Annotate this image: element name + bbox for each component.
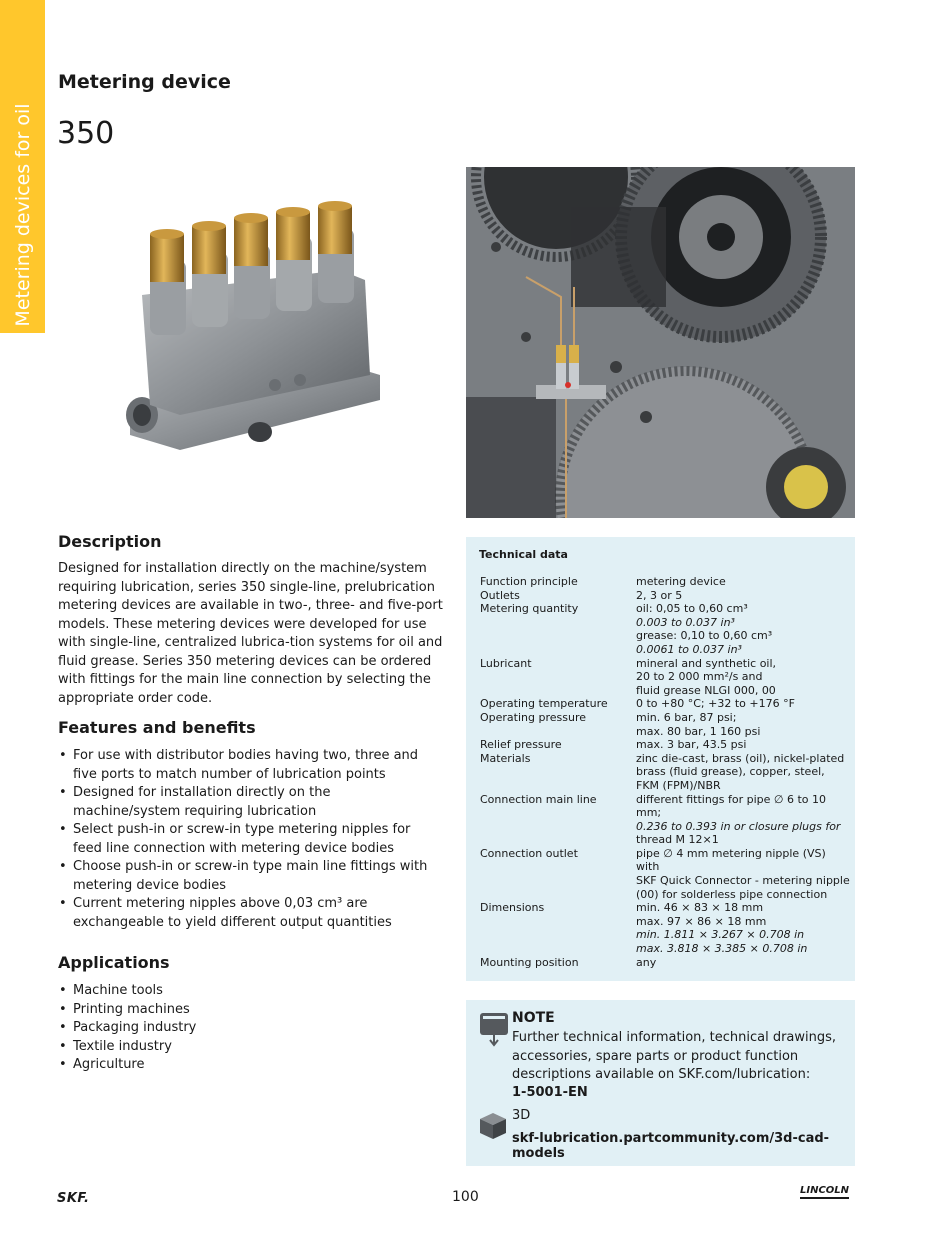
technical-data-value-line: max. 3.818 × 3.385 × 0.708 in xyxy=(636,942,808,956)
technical-data-value-line: different fittings for pipe ∅ 6 to 10 mm; xyxy=(636,792,827,820)
applications-heading: Applications xyxy=(58,953,170,972)
note-text: Further technical information, technical drawings, accessories, spare parts or product function descriptions available on SKF.com/lubrication: xyxy=(512,1030,837,1082)
list-item: • Select push-in or screw-in type metering nipples for feed line connection with metering device bodies xyxy=(58,821,428,858)
technical-data-value-line: zinc die-cast, brass (oil), nickel-plated xyxy=(636,751,845,765)
technical-data-value xyxy=(636,793,850,847)
technical-data-value xyxy=(636,711,850,738)
technical-data-value xyxy=(636,956,850,970)
technical-data-row xyxy=(480,752,850,793)
technical-data-row xyxy=(480,956,850,970)
technical-data-value-line: oil: 0,05 to 0,60 cm³ xyxy=(636,602,748,616)
technical-data-value-line: min. 6 bar, 87 psi; xyxy=(636,710,737,724)
cad-models-link[interactable]: skf-lubrication.partcommunity.com/3d-cad-models xyxy=(512,1131,830,1161)
technical-data-value-line: 2, 3 or 5 xyxy=(636,588,683,602)
technical-data-value xyxy=(636,697,850,711)
technical-data-label: Outlets xyxy=(480,588,520,602)
book-icon xyxy=(479,1012,509,1048)
technical-data-value-line: mineral and synthetic oil, xyxy=(636,656,777,670)
technical-data-value-line: max. 97 × 86 × 18 mm xyxy=(636,914,767,928)
note-title: NOTE xyxy=(512,1010,555,1026)
page-subtitle: Metering device xyxy=(58,71,231,93)
list-item: • Designed for installation directly on the machine/system requiring lubrication xyxy=(58,784,428,821)
technical-data-label: Operating temperature xyxy=(480,697,608,711)
list-item: • Agriculture xyxy=(58,1056,358,1075)
technical-data-value xyxy=(636,657,850,698)
page-title: 350 xyxy=(57,116,115,151)
description-text: Designed for installation directly on the machine/system requiring lubrication, series 350 single-line, prelubrication metering devices are available in two-, three- and five-port models. These metering devices were developed for use with single-line, centralized lubrica-tion systems for oil and fluid grease. Series 350 metering devices can be ordered with fittings for the main line connection by selecting the appropriate order code. xyxy=(58,561,443,706)
note-3d-label: 3D xyxy=(512,1108,531,1123)
technical-data-value xyxy=(636,847,850,901)
technical-data-value-line: metering device xyxy=(636,575,726,588)
description-heading: Description xyxy=(58,532,162,551)
features-list xyxy=(58,747,428,932)
side-tab xyxy=(0,0,45,333)
lincoln-logo: LINCOLN xyxy=(800,1185,849,1199)
technical-data-label: Mounting position xyxy=(480,955,579,969)
technical-data-row xyxy=(480,589,850,603)
technical-data-value-line: max. 3 bar, 43.5 psi xyxy=(636,738,747,752)
list-item: • Choose push-in or screw-in type main line fittings with metering device bodies xyxy=(58,858,428,895)
technical-data-row xyxy=(480,711,850,738)
technical-data-value-line: brass (fluid grease), copper, steel, xyxy=(636,765,825,779)
technical-data-label: Operating pressure xyxy=(480,710,587,724)
technical-data-label: Relief pressure xyxy=(480,738,562,752)
list-item: • For use with distributor bodies having two, three and five ports to match number of lubrication points xyxy=(58,747,428,784)
technical-data-label: Connection main line xyxy=(480,792,597,806)
technical-data-label: Metering quantity xyxy=(480,602,579,616)
technical-data-label: Connection outlet xyxy=(480,846,578,860)
technical-data-value-line: thread M 12×1 xyxy=(636,833,719,847)
technical-data-row xyxy=(480,602,850,656)
technical-data-value-line: max. 80 bar, 1 160 psi xyxy=(636,724,761,738)
skf-logo: SKF. xyxy=(57,1191,90,1206)
technical-data-value-line: SKF Quick Connector - metering nipple xyxy=(636,874,850,888)
technical-data-value-line: min. 46 × 83 × 18 mm xyxy=(636,901,764,915)
technical-data-value xyxy=(636,738,850,752)
technical-data-title: Technical data xyxy=(479,548,568,561)
technical-data-value-line: FKM (FPM)/NBR xyxy=(636,778,721,792)
technical-data-label: Dimensions xyxy=(480,901,545,915)
technical-data-value xyxy=(636,589,850,603)
technical-data-row xyxy=(480,697,850,711)
list-item: • Textile industry xyxy=(58,1038,358,1057)
technical-data-panel xyxy=(466,537,855,981)
technical-data-value xyxy=(636,602,850,656)
technical-data-row xyxy=(480,738,850,752)
technical-data-label: Lubricant xyxy=(480,656,532,670)
technical-data-label: Function principle xyxy=(480,575,578,588)
technical-data-label: Materials xyxy=(480,751,531,765)
list-item: • Packaging industry xyxy=(58,1019,358,1038)
applications-list xyxy=(58,982,358,1075)
technical-data-value-line: (00) for solderless pipe connection xyxy=(636,887,828,901)
technical-data-value-line: 0.236 to 0.393 in or closure plugs for xyxy=(636,819,841,833)
technical-data-row xyxy=(480,901,850,955)
side-tab-label: Metering devices for oil xyxy=(12,103,34,327)
technical-data-value-line: 0.003 to 0.037 in³ xyxy=(636,615,735,629)
technical-data-row xyxy=(480,847,850,901)
cube-3d-icon xyxy=(478,1111,508,1141)
technical-data-value xyxy=(636,901,850,955)
technical-data-table xyxy=(480,575,850,969)
features-heading: Features and benefits xyxy=(58,718,256,737)
technical-data-value-line: fluid grease NLGI 000, 00 xyxy=(636,683,776,697)
product-image xyxy=(110,200,390,460)
technical-data-value xyxy=(636,752,850,793)
note-panel xyxy=(466,1000,855,1166)
list-item: • Printing machines xyxy=(58,1001,358,1020)
list-item: • Current metering nipples above 0,03 cm³ are exchangeable to yield different output quantities xyxy=(58,895,428,932)
technical-data-value-line: pipe ∅ 4 mm metering nipple (VS) with xyxy=(636,846,826,874)
application-image xyxy=(466,167,855,518)
technical-data-value-line: min. 1.811 × 3.267 × 0.708 in xyxy=(636,928,805,942)
technical-data-value-line: 0 to +80 °C; +32 to +176 °F xyxy=(636,697,795,711)
note-document-code: 1-5001-EN xyxy=(512,1085,588,1100)
technical-data-row xyxy=(480,657,850,698)
technical-data-value-line: any xyxy=(636,955,657,969)
technical-data-row xyxy=(480,575,850,589)
technical-data-value-line: 20 to 2 000 mm²/s and xyxy=(636,670,763,684)
technical-data-value-line: 0.0061 to 0.037 in³ xyxy=(636,642,742,656)
technical-data-value-line: grease: 0,10 to 0,60 cm³ xyxy=(636,629,773,643)
page-number: 100 xyxy=(452,1189,479,1205)
technical-data-row xyxy=(480,793,850,847)
list-item: • Machine tools xyxy=(58,982,358,1001)
technical-data-value xyxy=(636,575,850,589)
